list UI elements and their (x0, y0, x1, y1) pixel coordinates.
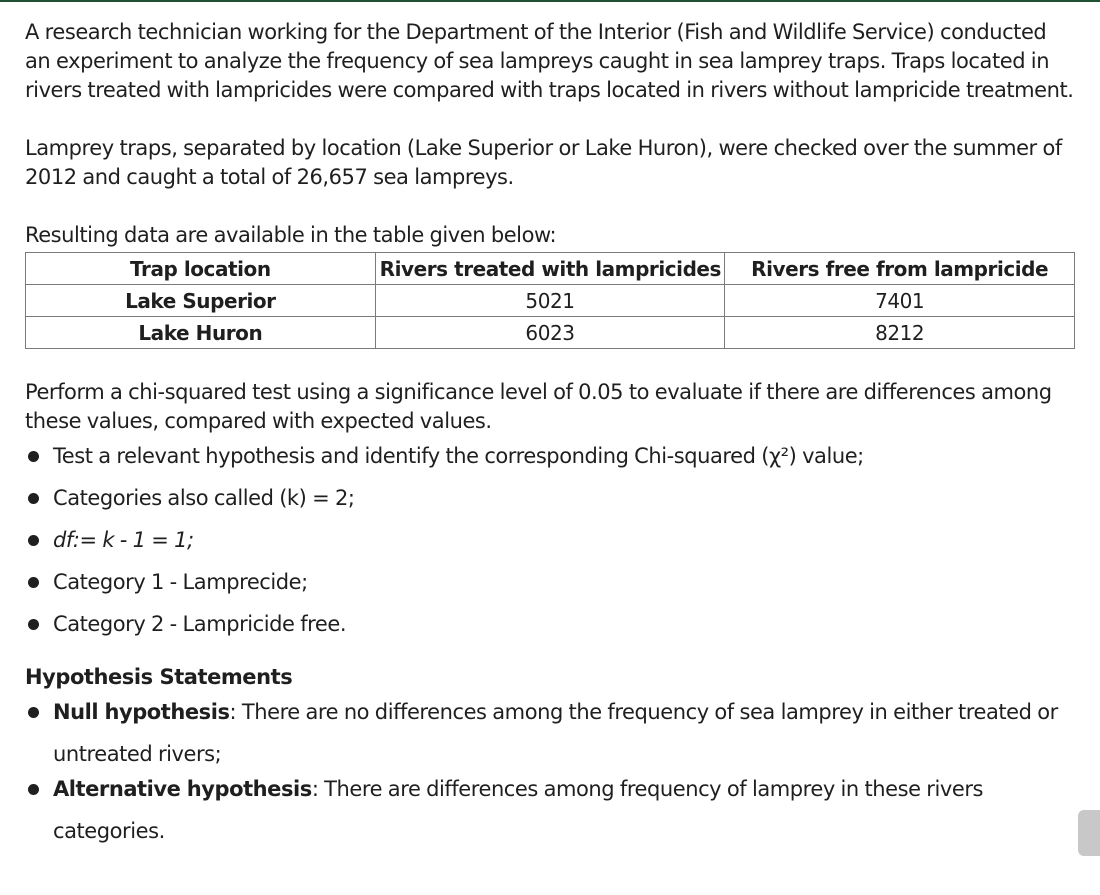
list-item: Category 2 - Lampricide free. (25, 610, 1075, 639)
list-item: df:= k - 1 = 1; (25, 526, 1075, 555)
trap-summary-paragraph: Lamprey traps, separated by location (Lake Superior or Lake Huron), were checked over the summer of 2012 and caught a total of 26,657 sea lampreys. (25, 136, 1062, 189)
null-hypothesis-text: : There are no differences among the frequency of sea lamprey in either treated or untreated rivers; (53, 700, 1058, 766)
table-row (26, 317, 1075, 349)
header-free-rivers: Rivers free from lampricide (725, 253, 1075, 285)
table-row (26, 285, 1075, 317)
lamprey-data-table (25, 252, 1075, 349)
bullet-icon (28, 451, 39, 462)
hypothesis-list (25, 691, 1075, 852)
cell-free: 7401 (725, 285, 1075, 317)
bullet-icon (28, 493, 39, 504)
alternative-hypothesis-label: Alternative hypothesis (53, 777, 312, 801)
row-location: Lake Superior (26, 285, 376, 317)
table-intro-text: Resulting data are available in the table given below: (25, 223, 557, 247)
cell-free: 8212 (725, 317, 1075, 349)
header-trap-location: Trap location (26, 253, 376, 285)
header-treated-rivers: Rivers treated with lampricides (375, 253, 725, 285)
list-item: Test a relevant hypothesis and identify the corresponding Chi-squared (χ²) value; (25, 442, 1075, 471)
intro-paragraph: A research technician working for the Department of the Interior (Fish and Wildlife Service) conducted an experiment to analyze the frequency of sea lampreys caught in sea lamprey traps. Traps located in rivers treated with lampricides were compared with traps located in rivers without lampricide treatment. (25, 20, 1074, 102)
list-item: Category 1 - Lamprecide; (25, 568, 1075, 597)
bullet-icon (28, 707, 39, 718)
alternative-hypothesis-item (25, 768, 1075, 852)
table-header-row (26, 253, 1075, 285)
bullet-icon (28, 619, 39, 630)
hypothesis-heading: Hypothesis Statements (25, 665, 293, 689)
row-location: Lake Huron (26, 317, 376, 349)
null-hypothesis-label: Null hypothesis (53, 700, 230, 724)
null-hypothesis-item (25, 691, 1075, 775)
task-paragraph: Perform a chi-squared test using a significance level of 0.05 to evaluate if there are differences among these values, compared with expected values. (25, 380, 1052, 433)
scroll-tab-handle[interactable] (1078, 810, 1100, 856)
cell-treated: 6023 (375, 317, 725, 349)
top-accent-rule (0, 0, 1100, 2)
question-content (25, 18, 1075, 852)
list-item: Categories also called (k) = 2; (25, 484, 1075, 513)
task-bullet-list (25, 442, 1075, 639)
bullet-icon (28, 577, 39, 588)
alternative-hypothesis-text: : There are differences among frequency of lamprey in these rivers categories. (53, 777, 983, 843)
bullet-icon (28, 784, 39, 795)
bullet-icon (28, 535, 39, 546)
cell-treated: 5021 (375, 285, 725, 317)
